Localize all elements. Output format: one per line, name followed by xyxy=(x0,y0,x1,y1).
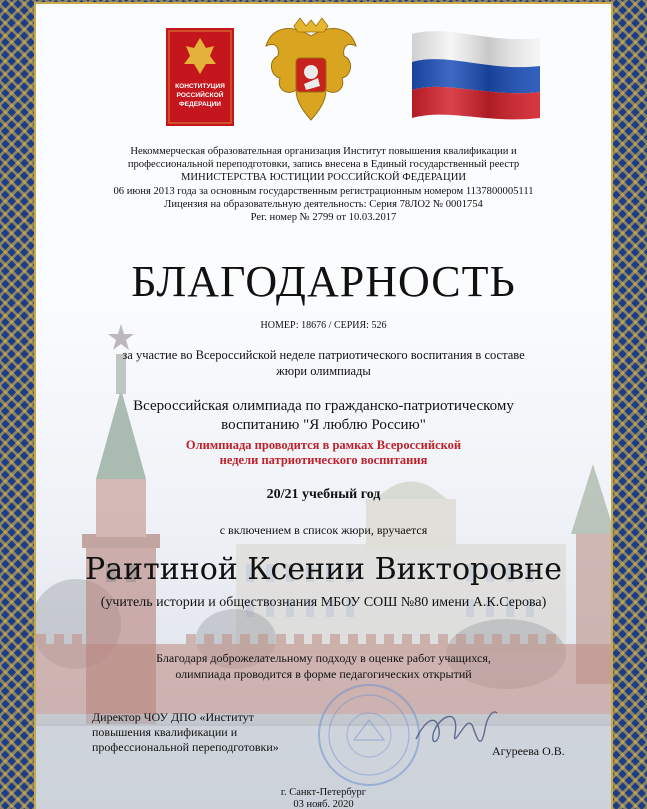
note-line2: недели патриотического воспитания xyxy=(219,453,428,467)
certificate-title: БЛАГОДАРНОСТЬ xyxy=(131,257,516,306)
olympiad-line2: воспитанию "Я люблю Россию" xyxy=(221,417,426,433)
organization-line5: Лицензия на образовательную деятельность: Серия 78ЛО2 № 0001754 xyxy=(164,198,483,210)
organization-line6: Рег. номер № 2799 от 10.03.2017 xyxy=(250,212,397,224)
constitution-book-icon xyxy=(166,28,234,126)
thanks-text xyxy=(36,650,611,682)
signatory-line1: Директор ЧОУ ДПО «Институт xyxy=(92,710,254,724)
participation-text xyxy=(36,347,611,379)
thanks-line1: Благодаря доброжелательному подходу в оценке работ учащихся, xyxy=(156,651,491,665)
signatory-name: Агуреева О.В. xyxy=(492,744,565,758)
footer-city: г. Санкт-Петербург xyxy=(280,787,367,798)
constitution-line3: ФЕДЕРАЦИИ xyxy=(179,101,221,108)
certificate-sheet xyxy=(36,4,611,809)
recipient-name: Раитиной Ксении Викторовне xyxy=(85,552,562,587)
academic-year: 20/21 учебный год xyxy=(266,487,381,502)
note-line1: Олимпиада проводится в рамках Всероссийской xyxy=(185,438,462,452)
constitution-line2: РОССИЙСКОЙ xyxy=(176,92,224,99)
russian-flag-icon xyxy=(408,24,544,124)
footer-place-date xyxy=(36,787,611,809)
signatory-line2: повышения квалификации и xyxy=(92,725,238,739)
included-text: с включением в список жюри, вручается xyxy=(219,523,428,537)
organization-line3: МИНИСТЕРСТВА ЮСТИЦИИ РОССИЙСКОЙ ФЕДЕРАЦИИ xyxy=(180,172,467,184)
olympiad-name xyxy=(36,397,611,435)
signature-mark xyxy=(411,699,501,759)
participation-line2: жюри олимпиады xyxy=(276,364,371,378)
signatory-title xyxy=(92,710,279,755)
organization-line4: 06 июня 2013 года за основным государственным регистрационным номером 1137800005111 xyxy=(113,185,534,197)
organization-line2: профессиональной переподготовки, запись внесена в Единый государственный реестр xyxy=(127,159,520,171)
organization-info xyxy=(36,145,611,224)
seal-stamp-icon xyxy=(314,680,424,790)
olympiad-note xyxy=(36,438,611,468)
thanks-line2: олимпиада проводится в форме педагогических открытий xyxy=(175,667,472,681)
participation-line1: за участие во Всероссийской неделе патриотического воспитания в составе xyxy=(122,348,525,362)
constitution-line1: КОНСТИТУЦИЯ xyxy=(175,83,225,90)
recipient-position: (учитель истории и обществознания МБОУ СОШ №80 имени А.К.Серова) xyxy=(100,595,547,610)
organization-line1: Некоммерческая образовательная организация Институт повышения квалификации и xyxy=(130,146,517,157)
olympiad-line1: Всероссийская олимпиада по гражданско-патриотическому xyxy=(133,398,514,414)
certificate-number: НОМЕР: 18676 / СЕРИЯ: 526 xyxy=(260,320,387,331)
coat-of-arms-icon xyxy=(262,16,360,128)
signatory-line3: профессиональной переподготовки» xyxy=(92,740,279,754)
footer-date: 03 нояб. 2020 xyxy=(293,799,354,809)
